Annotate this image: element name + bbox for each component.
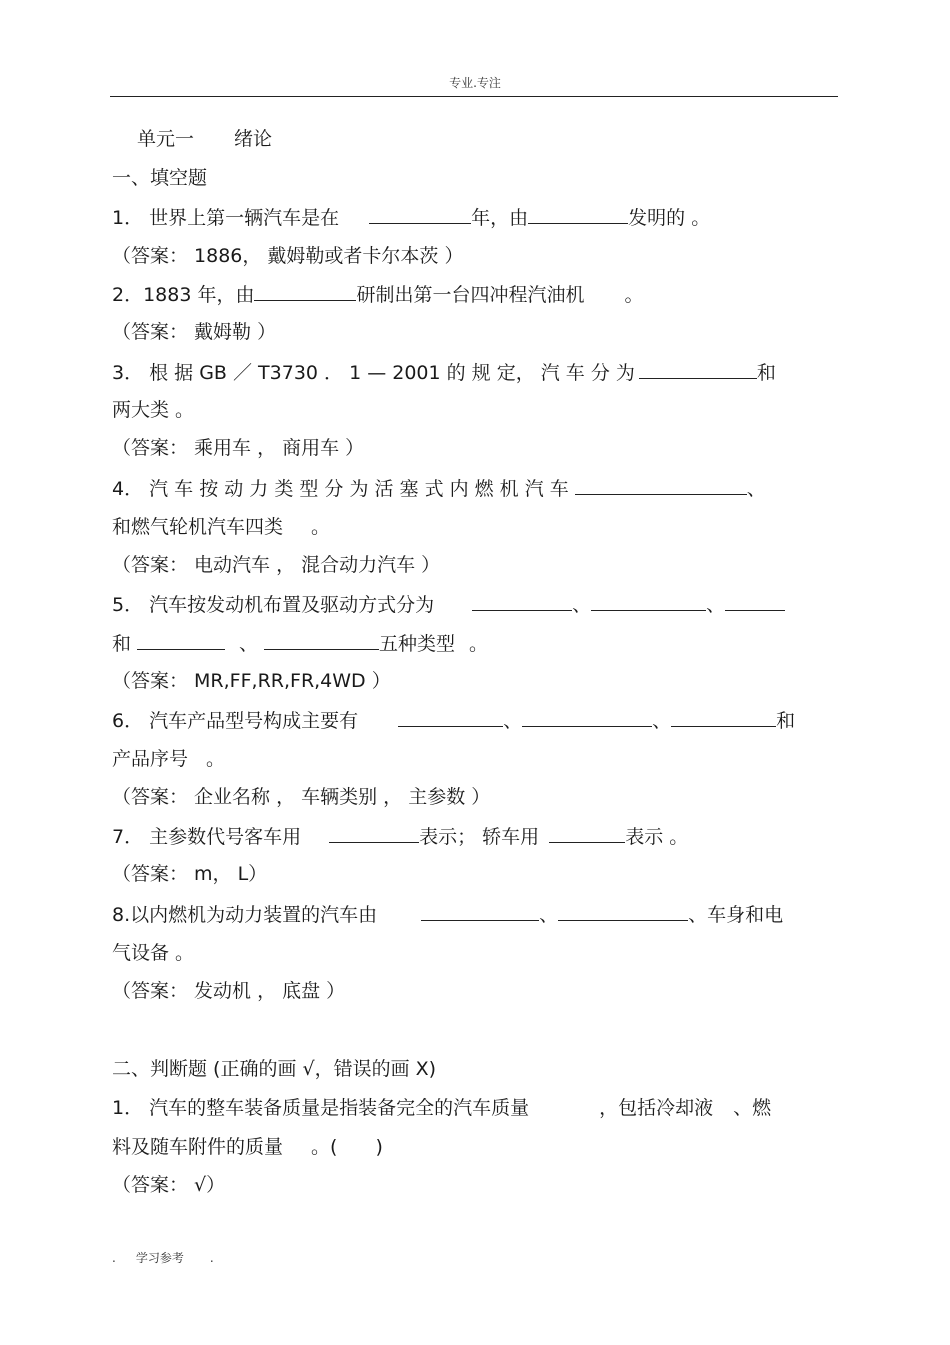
question-8-cont: 气设备 。 bbox=[112, 942, 195, 964]
question-6: 6． 汽车产品型号构成主要有 、 、 和 bbox=[112, 710, 796, 732]
blank bbox=[671, 708, 776, 727]
question-5: 5． 汽车按发动机布置及驱动方式分为 、 、 bbox=[112, 592, 785, 617]
blank bbox=[639, 360, 757, 379]
page-footer: . 学习参考 . bbox=[112, 1251, 214, 1265]
blank bbox=[137, 631, 225, 650]
unit-name: 绪论 bbox=[234, 128, 273, 150]
question-5-cont: 和 、 五种类型 。 bbox=[112, 633, 489, 655]
question-4-cont: 和燃气轮机汽车四类 。 bbox=[112, 516, 331, 538]
question-1: 1． 世界上第一辆汽车是在 年，由 发明的 。 bbox=[112, 207, 711, 229]
judge-answer-1: （答案： √） bbox=[112, 1174, 226, 1196]
blank bbox=[254, 282, 356, 301]
blank bbox=[398, 708, 503, 727]
answer-2: （答案： 戴姆勒 ） bbox=[112, 321, 277, 343]
section-heading-judge: 二、判断题 (正确的画 √，错误的画 X) bbox=[112, 1058, 437, 1080]
judge-question-1: 1． 汽车的整车装备质量是指装备完全的汽车质量 ，包括冷却液 、燃 bbox=[112, 1097, 772, 1119]
answer-8: （答案： 发动机 ， 底盘 ） bbox=[112, 980, 346, 1002]
question-3-cont: 两大类 。 bbox=[112, 399, 195, 421]
question-4: 4． 汽 车 按 动 力 类 型 分 为 活 塞 式 内 燃 机 汽 车 、 bbox=[112, 478, 766, 500]
unit-number: 单元一 bbox=[137, 128, 195, 150]
blank bbox=[528, 205, 628, 224]
blank bbox=[591, 592, 706, 611]
blank bbox=[421, 902, 539, 921]
question-7: 7． 主参数代号客车用 表示； 轿车用 表示 。 bbox=[112, 826, 689, 848]
answer-4: （答案： 电动汽车 ， 混合动力汽车 ） bbox=[112, 554, 441, 576]
section-heading-fill: 一、填空题 bbox=[112, 167, 208, 189]
question-8: 8.以内燃机为动力装置的汽车由 、 、车身和电 bbox=[112, 904, 784, 926]
answer-3: （答案： 乘用车 ， 商用车 ） bbox=[112, 437, 365, 459]
blank bbox=[549, 824, 625, 843]
blank bbox=[725, 592, 785, 611]
answer-5: （答案： MR,FF,RR,FR,4WD ） bbox=[112, 670, 391, 692]
judge-question-1-cont: 料及随车附件的质量 。( ) bbox=[112, 1136, 383, 1158]
blank bbox=[264, 631, 379, 650]
page-header: 专业.专注 bbox=[449, 76, 501, 90]
blank bbox=[329, 824, 419, 843]
answer-6: （答案： 企业名称 ， 车辆类别 ， 主参数 ） bbox=[112, 786, 491, 808]
blank bbox=[522, 708, 652, 727]
blank bbox=[369, 205, 471, 224]
unit-title bbox=[137, 127, 272, 151]
question-3: 3． 根 据 GB ／ T3730 ． 1 — 2001 的 规 定， 汽 车 分 为 和 bbox=[112, 362, 776, 384]
blank bbox=[575, 476, 747, 495]
blank bbox=[558, 902, 688, 921]
answer-1: （答案： 1886， 戴姆勒或者卡尔本茨 ） bbox=[112, 245, 464, 267]
blank bbox=[472, 592, 572, 611]
question-2: 2．1883 年，由 研制出第一台四冲程汽油机 。 bbox=[112, 284, 644, 306]
header-rule bbox=[110, 96, 838, 97]
question-6-cont: 产品序号 。 bbox=[112, 748, 226, 770]
answer-7: （答案： m， L） bbox=[112, 863, 268, 885]
